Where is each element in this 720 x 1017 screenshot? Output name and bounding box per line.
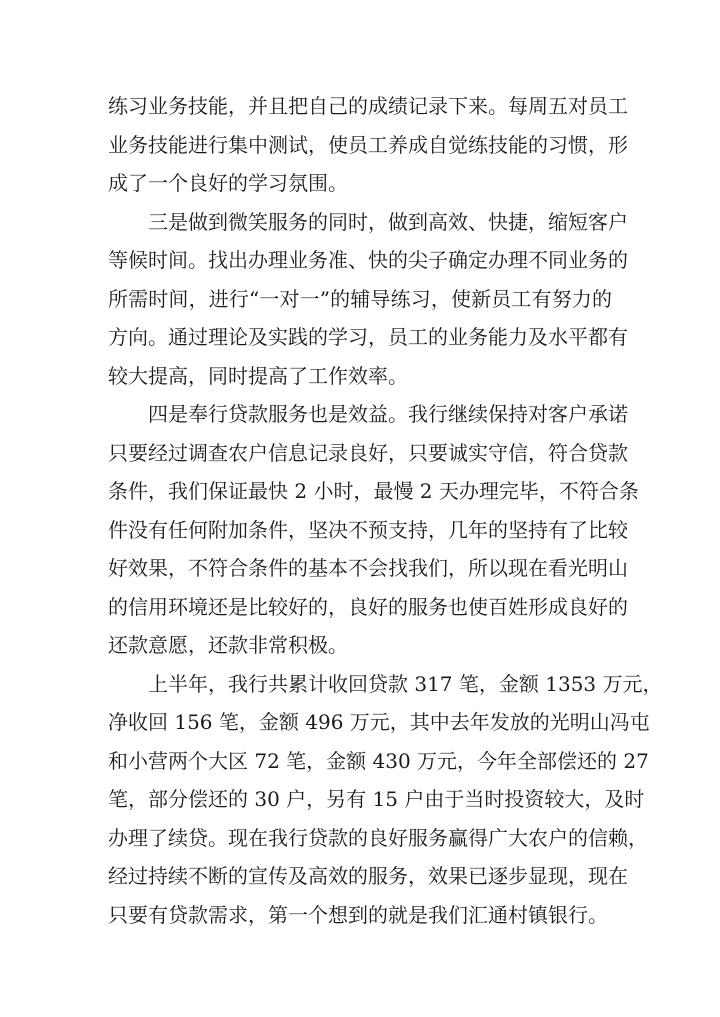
text-line: 只要有贷款需求，第一个想到的就是我们汇通村镇银行。	[108, 902, 608, 927]
text-line: 等候时间。找出办理业务准、快的尖子确定办理不同业务的	[108, 248, 628, 272]
text-line: 较大提高，同时提高了工作效率。	[108, 363, 408, 388]
text-line: 经过持续不断的宣传及高效的服务，效果已逐步显现，现在	[108, 864, 628, 888]
text-line: 所需时间，进行“一对一”的辅导练习，使新员工有努力的	[108, 286, 612, 311]
text-line: 四是奉行贷款服务也是效益。我行继续保持对客户承诺	[148, 402, 628, 426]
text-line: 方向。通过理论及实践的学习，员工的业务能力及水平都有	[108, 325, 628, 349]
text-line: 还款意愿，还款非常积极。	[108, 633, 348, 657]
text-line: 成了一个良好的学习氛围。	[108, 171, 348, 195]
text-line: 条件，我们保证最快 2 小时，最慢 2 天办理完毕，不符合条	[108, 479, 639, 503]
text-line: 练习业务技能，并且把自己的成绩记录下来。每周五对员工	[108, 94, 628, 118]
body-text	[108, 87, 663, 934]
text-line: 业务技能进行集中测试，使员工养成自觉练技能的习惯，形	[108, 132, 628, 157]
text-line: 和小营两个大区 72 笔，金额 430 万元，今年全部偿还的 27	[108, 748, 649, 773]
text-line: 办理了续贷。现在我行贷款的良好服务赢得广大农户的信赖，	[108, 825, 648, 850]
text-line: 只要经过调查农户信息记录良好，只要诚实守信，符合贷款	[108, 440, 628, 465]
text-line: 上半年，我行共累计收回贷款 317 笔，金额 1353 万元，	[148, 671, 663, 696]
text-line: 件没有任何附加条件，坚决不预支持，几年的坚持有了比较	[108, 517, 628, 542]
text-line: 笔，部分偿还的 30 户，另有 15 户由于当时投资较大，及时	[108, 787, 645, 811]
text-line: 三是做到微笑服务的同时，做到高效、快捷，缩短客户	[148, 209, 628, 234]
text-line: 的信用环境还是比较好的，良好的服务也使百姓形成良好的	[108, 594, 628, 619]
text-line: 好效果，不符合条件的基本不会找我们，所以现在看光明山	[108, 556, 628, 580]
text-line: 净收回 156 笔，金额 496 万元，其中去年发放的光明山冯屯	[108, 710, 650, 734]
